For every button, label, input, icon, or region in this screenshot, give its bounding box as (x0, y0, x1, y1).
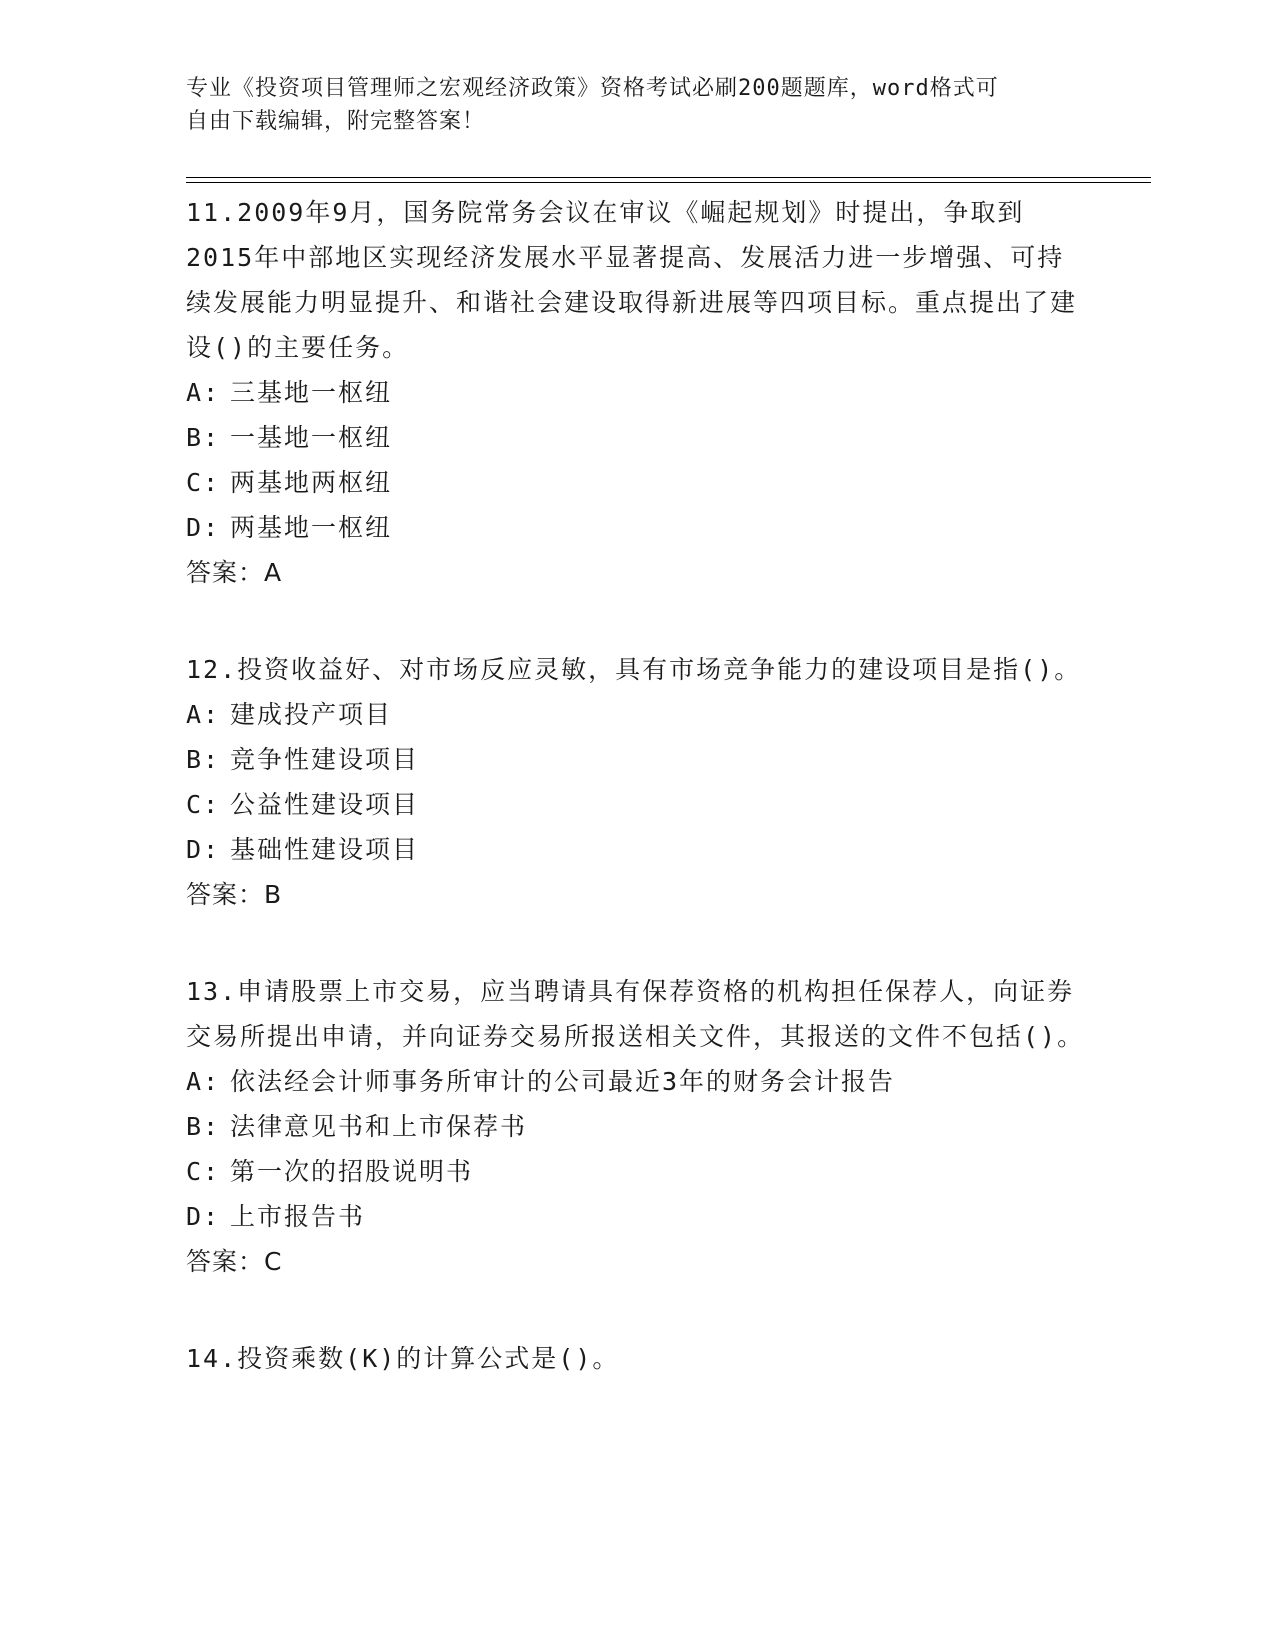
option-text: 基础性建设项目 (230, 835, 420, 864)
option-text: 三基地一枢纽 (230, 378, 393, 407)
option-key: D: (186, 1202, 221, 1231)
question-12 (186, 647, 1086, 917)
question-stem: 14.投资乘数(K)的计算公式是()。 (186, 1344, 620, 1373)
option-text: 建成投产项目 (230, 700, 393, 729)
option-b (186, 415, 1086, 460)
option-key: C: (186, 468, 221, 497)
header-title-line-2: 自由下载编辑，附完整答案！ (186, 109, 486, 134)
option-key: B: (186, 1112, 221, 1141)
option-text: 依法经会计师事务所审计的公司最近3年的财务会计报告 (230, 1067, 896, 1096)
header-divider-bottom (186, 182, 1151, 183)
question-stem: 12.投资收益好、对市场反应灵敏，具有市场竞争能力的建设项目是指()。 (186, 655, 1082, 684)
option-a (186, 692, 1086, 737)
option-text: 竞争性建设项目 (230, 745, 420, 774)
option-text: 两基地一枢纽 (230, 513, 393, 542)
option-b (186, 1104, 1086, 1149)
answer-line: 答案：C (186, 1247, 283, 1276)
option-b (186, 737, 1086, 782)
option-d (186, 1194, 1086, 1239)
header-divider-top (186, 177, 1151, 178)
option-text: 一基地一枢纽 (230, 423, 393, 452)
question-13 (186, 969, 1086, 1284)
option-key: A: (186, 1067, 221, 1096)
option-key: B: (186, 423, 221, 452)
question-stem: 11.2009年9月，国务院常务会议在审议《崛起规划》时提出，争取到2015年中部地区实现经济发展水平显著提高、发展活力进一步增强、可持续发展能力明显提升、和谐社会建设取得新进展等四项目标。重点提出了建设()的主要任务。 (186, 198, 1078, 362)
option-key: C: (186, 790, 221, 819)
option-c (186, 1149, 1086, 1194)
option-key: A: (186, 378, 221, 407)
option-text: 公益性建设项目 (230, 790, 420, 819)
question-stem: 13.申请股票上市交易，应当聘请具有保荐资格的机构担任保荐人，向证券交易所提出申请，并向证券交易所报送相关文件，其报送的文件不包括()。 (186, 977, 1085, 1051)
option-key: B: (186, 745, 221, 774)
header-title-line-1: 专业《投资项目管理师之宏观经济政策》资格考试必刷200题题库，word格式可 (186, 76, 999, 101)
option-d (186, 827, 1086, 872)
option-text: 法律意见书和上市保荐书 (230, 1112, 528, 1141)
option-key: D: (186, 513, 221, 542)
question-11 (186, 190, 1086, 595)
option-text: 第一次的招股说明书 (230, 1157, 474, 1186)
option-text: 上市报告书 (230, 1202, 366, 1231)
option-text: 两基地两枢纽 (230, 468, 393, 497)
answer-line: 答案：A (186, 558, 283, 587)
option-key: A: (186, 700, 221, 729)
answer-line: 答案：B (186, 880, 283, 909)
question-14 (186, 1336, 1086, 1381)
option-d (186, 505, 1086, 550)
option-c (186, 460, 1086, 505)
option-a (186, 1059, 1086, 1104)
option-a (186, 370, 1086, 415)
option-key: C: (186, 1157, 221, 1186)
option-key: D: (186, 835, 221, 864)
document-header (186, 72, 1066, 138)
option-c (186, 782, 1086, 827)
question-list (186, 190, 1086, 1433)
